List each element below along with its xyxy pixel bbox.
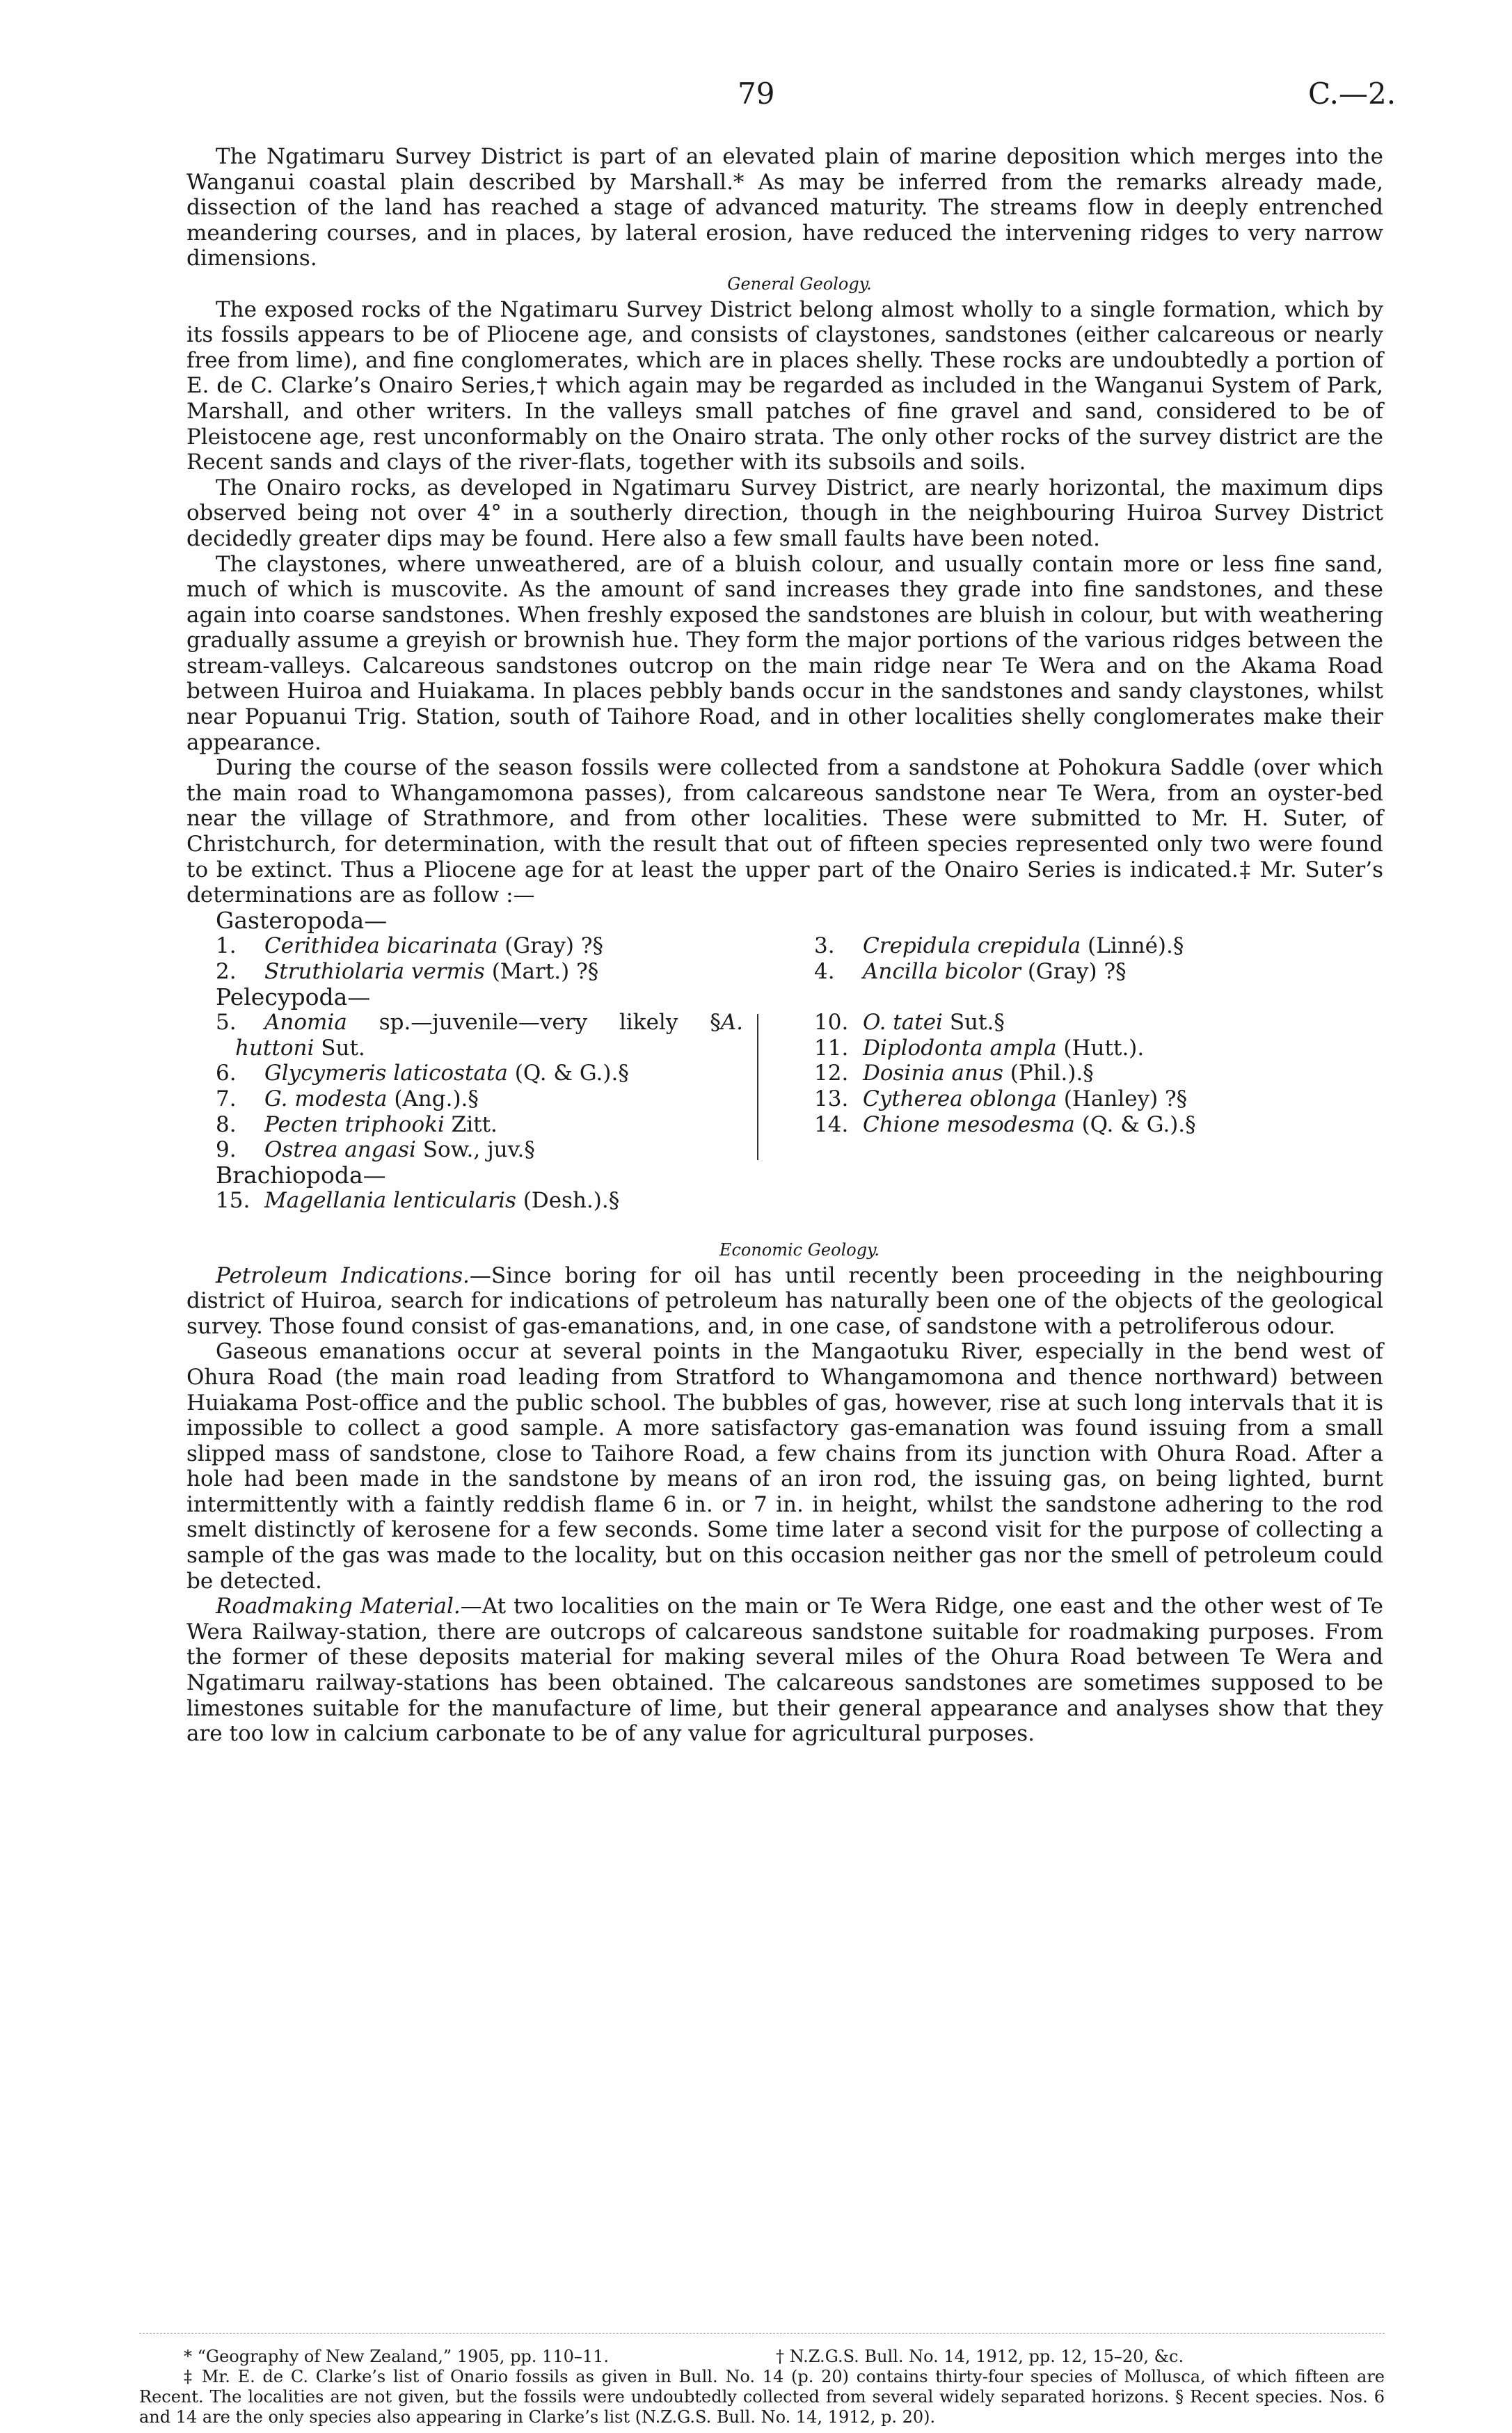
species-item: 2. Struthiolaria vermis (Mart.) ?§ bbox=[216, 959, 599, 984]
footnotes bbox=[139, 2347, 1385, 2427]
species-item: 5. Anomia sp.—juvenile—very likely §A. huttoni Sut. bbox=[216, 1010, 743, 1061]
column-divider bbox=[757, 1014, 758, 1160]
brachiopoda-heading: Brachiopoda— bbox=[216, 1161, 386, 1189]
petroleum-title: Petroleum Indications. bbox=[216, 1262, 470, 1288]
pelecypoda-list bbox=[186, 1010, 1383, 1163]
brachiopoda-list bbox=[186, 1188, 1383, 1214]
geology-paragraph-1: The exposed rocks of the Ngatimaru Survey District belong almost wholly to a single formation, which by its fossils appears to be of Pliocene age, and consists of claystones, sandstones (either calcareous or nearly free from lime), and fine conglomerates, which are in places shelly. These rocks are undoubtedly a portion of E. de C. Clarke’s Onairo Series,† which again may be regarded as included in the Wanganui System of Park, Marshall, and other writers. In the valleys small patches of fine gravel and sand, considered to be of Pleistocene age, rest unconformably on the Onairo strata. The only other rocks of the survey district are the Recent sands and clays of the river-flats, together with its subsoils and soils. bbox=[186, 296, 1383, 475]
species-item: 7. G. modesta (Ang.).§ bbox=[216, 1086, 479, 1111]
intro-paragraph: The Ngatimaru Survey District is part of an elevated plain of marine deposition which merges into the Wanganui coastal plain described by Marshall.* As may be inferred from the remarks already made, dissection of the land has reached a stage of advanced maturity. The streams flow in deeply entrenched meandering courses, and in places, by lateral erosion, have reduced the intervening ridges to very narrow dimensions. bbox=[186, 144, 1383, 271]
geology-paragraph-4: During the course of the season fossils were collected from a sandstone at Pohokura Saddle (over which the main road to Whangamomona passes), from calcareous sandstone near Te Wera, from an oyster-bed near the village of Strathmore, and from other localities. These were submitted to Mr. H. Suter, of Christchurch, for determination, with the result that out of fifteen species represented only two were found to be extinct. Thus a Pliocene age for at least the upper part of the Onairo Series is indicated.‡ Mr. Suter’s determinations are as follow :— bbox=[186, 755, 1383, 908]
species-item: 15. Magellania lenticularis (Desh.).§ bbox=[216, 1188, 620, 1214]
species-item: 10. O. tatei Sut.§ bbox=[814, 1010, 1005, 1036]
petroleum-paragraph-2: Gaseous emanations occur at several points in the Mangaotuku River, especially in the bend west of Ohura Road (the main road leading from Stratford to Whangamomona and thence northward) between Huiakama Post-office and the public school. The bubbles of gas, however, rise at such long intervals that it is impossible to collect a good sample. A more satisfactory gas-emanation was found issuing from a small slipped mass of sandstone, close to Taihore Road, a few chains from its junction with Ohura Road. After a hole had been made in the sandstone by means of an iron rod, the issuing gas, on being lighted, burnt intermittently with a faintly reddish flame 6 in. or 7 in. in height, whilst the sandstone adhering to the rod smelt distinctly of kerosene for a few seconds. Some time later a second visit for the purpose of collecting a sample of the gas was made to the locality, but on this occasion neither gas nor the smell of petroleum could be detected. bbox=[186, 1339, 1383, 1594]
species-item: 14. Chione mesodesma (Q. & G.).§ bbox=[814, 1111, 1196, 1137]
roadmaking-paragraph: Roadmaking Material.—At two localities on the main or Te Wera Ridge, one east and the other west of Te Wera Railway-station, there are outcrops of calcareous sandstone suitable for roadmaking purposes. From the former of these deposits material for making several miles of the Ohura Road between Te Wera and Ngatimaru railway-stations has been obtained. The calcareous sandstones are sometimes supposed to be limestones suitable for the manufacture of lime, but their general appearance and analyses show that they are too low in calcium carbonate to be of any value for agricultural purposes. bbox=[186, 1594, 1383, 1747]
economic-geology-heading: Economic Geology. bbox=[719, 1239, 880, 1260]
gasteropoda-list bbox=[186, 933, 1383, 984]
page-number: 79 bbox=[738, 77, 775, 111]
roadmaking-title: Roadmaking Material. bbox=[216, 1594, 461, 1619]
general-geology-heading: General Geology. bbox=[727, 274, 872, 294]
species-item: 13. Cytherea oblonga (Hanley) ?§ bbox=[814, 1086, 1188, 1111]
body-text bbox=[186, 144, 1383, 1747]
footnote-2: † N.Z.G.S. Bull. No. 14, 1912, pp. 12, 15–20, &c. bbox=[776, 2347, 1184, 2366]
geology-paragraph-3: The claystones, where unweathered, are of a bluish colour, and usually contain more or less fine sand, much of which is muscovite. As the amount of sand increases they grade into fine sandstones, and these again into coarse sandstones. When freshly exposed the sandstones are bluish in colour, but with weathering gradually assume a greyish or brownish hue. They form the major portions of the various ridges between the stream-valleys. Calcareous sandstones outcrop on the main ridge near Te Wera and on the Akama Road between Huiroa and Huiakama. In places pebbly bands occur in the sandstones and sandy claystones, whilst near Popuanui Trig. Station, south of Taihore Road, and in other localities shelly conglomerates make their appearance. bbox=[186, 551, 1383, 755]
footnote-1: * “Geography of New Zealand,” 1905, pp. 110–11. bbox=[184, 2347, 610, 2366]
species-item: 1. Cerithidea bicarinata (Gray) ?§ bbox=[216, 933, 603, 959]
species-item: 4. Ancilla bicolor (Gray) ?§ bbox=[814, 959, 1127, 984]
species-item: 11. Diplodonta ampla (Hutt.). bbox=[814, 1035, 1145, 1061]
species-item: 8. Pecten triphooki Zitt. bbox=[216, 1111, 498, 1137]
document-code: C.—2. bbox=[1308, 77, 1396, 111]
species-item: 3. Crepidula crepidula (Linné).§ bbox=[814, 933, 1184, 959]
species-item: 9. Ostrea angasi Sow., juv.§ bbox=[216, 1137, 535, 1163]
gasteropoda-heading: Gasteropoda— bbox=[216, 906, 388, 934]
geology-paragraph-2: The Onairo rocks, as developed in Ngatimaru Survey District, are nearly horizontal, the maximum dips observed being not over 4° in a southerly direction, though in the neighbouring Huiroa Survey District decidedly greater dips may be found. Here also a few small faults have been noted. bbox=[186, 475, 1383, 551]
pelecypoda-heading: Pelecypoda— bbox=[216, 983, 371, 1011]
footnote-row bbox=[139, 2347, 1385, 2367]
species-item: 6. Glycymeris laticostata (Q. & G.).§ bbox=[216, 1061, 629, 1086]
species-item: 12. Dosinia anus (Phil.).§ bbox=[814, 1061, 1094, 1086]
petroleum-paragraph-1: Petroleum Indications.—Since boring for oil has until recently been proceeding in the neighbouring district of Huiroa, search for indications of petroleum has naturally been one of the objects of the geological survey. Those found consist of gas-emanations, and, in one case, of sandstone with a petroliferous odour. bbox=[186, 1262, 1383, 1339]
footnote-3: ‡ Mr. E. de C. Clarke’s list of Onario fossils as given in Bull. No. 14 (p. 20) contains thirty-four species of Mollusca, of which fifteen are Recent. The localities are not given, but the fossils were undoubtedly collected from several widely separated horizons. § Recent species. Nos. 6 and 14 are the only species also appearing in Clarke’s list (N.Z.G.S. Bull. No. 14, 1912, p. 20). bbox=[139, 2367, 1385, 2427]
